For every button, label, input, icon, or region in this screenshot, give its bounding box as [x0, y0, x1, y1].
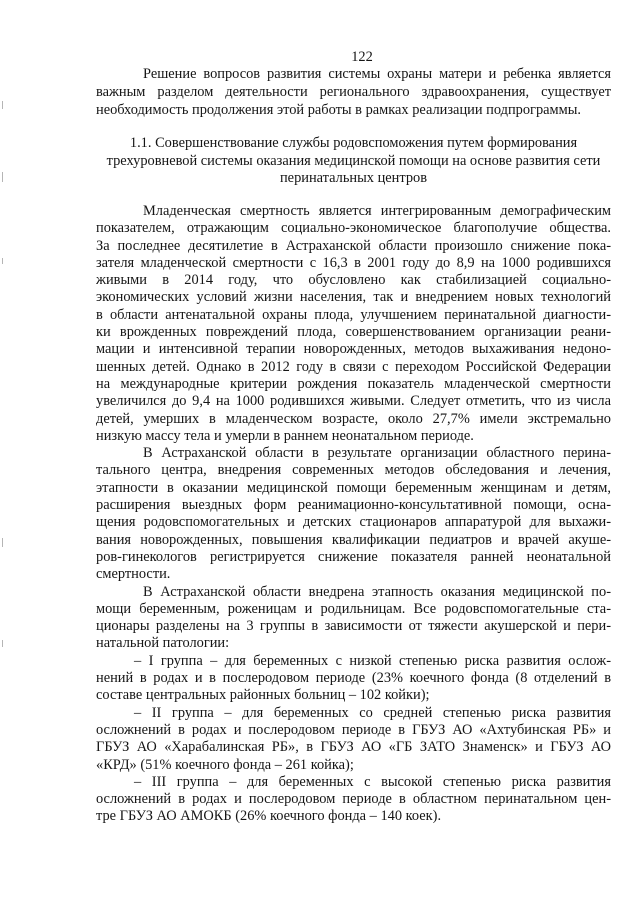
- paragraph-line: детей, умерших в младенческом возрасте, около 27,7% имели экстремально: [96, 410, 611, 427]
- paragraph-line: В Астраханской области внедрена этапность оказания медицинской по-: [143, 583, 611, 600]
- paragraph-line: увеличился до 9,4 на 1000 родившихся живыми. Следует отметить, что из числа: [96, 393, 611, 410]
- paragraph-line: мощи беременным, роженицам и родильницам. Все родовспомогательные ста-: [96, 600, 611, 617]
- paragraph-line: зателя младенческой смертности с 16,3 в 2001 году до 8,9 на 1000 родившихся: [96, 254, 611, 271]
- paragraph-line: на международные критерии рождения показатель младенческой смертности: [96, 375, 611, 392]
- scan-artifact: [2, 172, 3, 182]
- paragraph-line: Решение вопросов развития системы охраны матери и ребенка является: [143, 66, 611, 82]
- heading-line: трехуровневой системы оказания медицинской помощи на основе развития сети: [106, 152, 601, 169]
- paragraph-line: В Астраханской области в результате организации областного перина-: [143, 445, 611, 462]
- list-item-line: – II группа – для беременных со средней степенью риска развития: [134, 704, 611, 721]
- paragraph-line: Младенческая смертность является интегрированным демографическим: [143, 203, 611, 219]
- paragraph-line: показателем, отражающим социально-экономическое благополучие общества.: [96, 220, 611, 237]
- list-item-line: составе центральных районных больниц – 102 койки);: [96, 687, 430, 704]
- paragraph-line: вания новорожденных, повышения квалификации педиатров и врачей акуше-: [96, 531, 611, 548]
- paragraph-line: ки врожденных повреждений плода, совершенствованием организации реани-: [96, 324, 611, 341]
- paragraph-line: живыми в 2014 году, что обусловлено как стабилизацией социально-: [96, 272, 611, 289]
- paragraph-line: низкую массу тела и умерли в раннем неонатальном периоде.: [96, 427, 474, 444]
- list-item-line: – III группа – для беременных с высокой степенью риска развития: [134, 773, 611, 790]
- list-item-group-1: [96, 653, 611, 705]
- body-text: [96, 203, 611, 826]
- list-item-line: нений в родах и в послеродовом периоде (23% коечного фонда (8 отделений в: [96, 670, 611, 687]
- paragraph-line: экономических условий жизни населения, так и внедрением новых технологий: [96, 289, 611, 306]
- list-item-line: – I группа – для беременных с низкой степенью риска развития ослож-: [134, 652, 611, 669]
- paragraph-line: ров-гинекологов регистрируется снижение показателя ранней неонатальной: [96, 548, 611, 565]
- body-paragraph-care-stages: [96, 584, 611, 653]
- paragraph-line: мации и интенсивной терапии новорожденных, методов выхаживания недоно-: [96, 341, 611, 358]
- heading-line: перинатальных центров: [279, 170, 428, 186]
- paragraph-line: расширения выездных форм реанимационно-консультативной помощи, осна-: [96, 497, 611, 514]
- body-paragraph-infant-mortality: [96, 203, 611, 445]
- list-item-line: «КРД» (51% коечного фонда – 261 койка);: [96, 756, 354, 773]
- paragraph-line: смертности.: [96, 566, 171, 583]
- paragraph-line: ционары разделены на 3 группы в зависимости от тяжести акушерской и пери-: [96, 618, 611, 635]
- scan-artifact: [2, 258, 3, 264]
- list-item-group-3: [96, 774, 611, 826]
- paragraph-line: тального центра, внедрения современных методов обследования и лечения,: [96, 462, 611, 479]
- groups-list: [96, 653, 611, 826]
- list-item-line: осложнений в родах и послеродовом периоде в областном перинатальном цен-: [96, 791, 611, 808]
- paragraph-line: необходимость продолжения этой работы в рамках реализации подпрограммы.: [96, 101, 582, 118]
- paragraph-line: За последнее десятилетие в Астраханской области произошло снижение пока-: [96, 237, 611, 254]
- paragraph-line: в области антенатальной охраны плода, улучшением перинатальной диагности-: [96, 306, 611, 323]
- paragraph-line: этапности в оказании медицинской помощи беременным женщинам и детям,: [96, 479, 611, 496]
- list-item-line: ГБУЗ АО «Харабалинская РБ», в ГБУЗ АО «ГБ ЗАТО Знаменск» и ГБУЗ АО: [96, 739, 611, 756]
- paragraph-line: шенных детей. Однако в 2012 году в связи с переходом Российской Федерации: [96, 358, 611, 375]
- scan-artifact: [2, 640, 3, 647]
- list-item-line: осложнений в родах и послеродовом периоде в ГБУЗ АО «Ахтубинская РБ» и: [96, 721, 611, 738]
- paragraph-line: натальной патологии:: [96, 635, 230, 652]
- intro-paragraph: [96, 66, 611, 119]
- page-number: 122: [351, 49, 373, 65]
- heading-line: 1.1. Совершенствование службы родовспоможения путем формирования: [129, 135, 578, 151]
- section-heading: [96, 135, 611, 188]
- scan-artifact: [2, 538, 3, 547]
- list-item-line: тре ГБУЗ АО АМОКБ (26% коечного фонда – 140 коек).: [96, 808, 442, 825]
- body-paragraph-perinatal-center: [96, 445, 611, 583]
- paragraph-line: важным разделом деятельности регионального здравоохранения, существует: [96, 83, 611, 100]
- list-item-group-2: [96, 705, 611, 774]
- scan-artifact: [2, 101, 3, 109]
- paragraph-line: щения родовспомогательных и детских стационаров аппаратурой для выхажи-: [96, 514, 611, 531]
